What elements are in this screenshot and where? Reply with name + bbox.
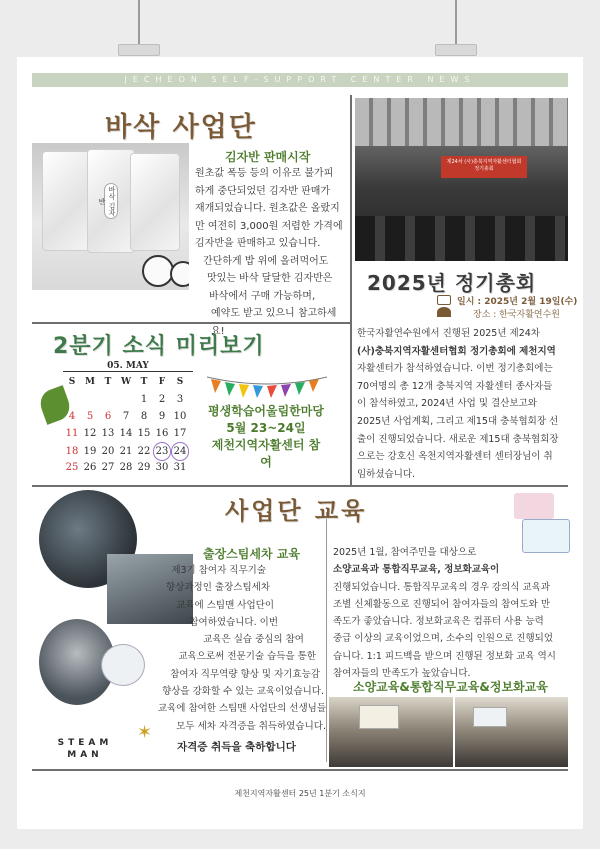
carwash-line: 참여하였습니다. 이번 — [189, 616, 278, 628]
lecture-screen — [359, 705, 399, 729]
calendar-day: 19 — [83, 446, 97, 457]
carwash-line: 모두 세차 자격증을 취득하였습니다. — [176, 720, 326, 732]
education-photo-2 — [455, 697, 568, 767]
bakery-line: 만 여전히 3,000원 저렴한 가격에 — [195, 220, 343, 232]
lecture-screen — [473, 707, 507, 727]
carwash-line: 교육으로써 전문기술 습득을 통한 — [178, 651, 316, 663]
meeting-banner: 제24차 (사)충북지역자활센터협회 정기총회 — [441, 156, 527, 178]
bakery-title: 바삭 사업단 — [105, 112, 257, 143]
bakery-line: 간단하게 밥 위에 올려먹어도 — [203, 255, 329, 267]
steamman-logo-line: STEAM — [57, 738, 113, 748]
carwash-line: 참여자 직무역량 향상 및 자기효능감 — [170, 668, 320, 680]
bakery-line: 하게 중단되었던 김자반 판매가 — [195, 185, 331, 197]
hanger-clip-right — [435, 0, 477, 58]
meeting-place: 장소 : 한국자활연수원 — [473, 310, 561, 320]
calendar-day: 26 — [83, 462, 97, 473]
steamman-logo — [55, 737, 115, 761]
divider-vertical-top — [350, 95, 352, 485]
meeting-line: 자활센터가 참석하였습니다. 이번 정기총회에는 — [357, 363, 553, 375]
calendar-day-highlighted: 24 — [171, 442, 189, 461]
calendar-day: 11 — [65, 428, 79, 439]
general-education-subtitle: 소양교육&통합직무교육&정보화교육 — [353, 680, 548, 694]
calendar-day: 18 — [65, 446, 79, 457]
online-meeting-icon — [514, 493, 554, 519]
general-line: 습니다. 1:1 피드백을 받으며 진행된 정보화 교육 역시 — [333, 650, 556, 662]
general-line: 조별 신체활동으로 진행되어 참여자들의 참여도와 만 — [333, 598, 550, 610]
education-photo-1 — [329, 697, 453, 767]
general-line: 소양교육과 통합직무교육, 정보화교육이 — [333, 564, 500, 576]
event-info — [207, 403, 325, 471]
weekday: F — [158, 377, 166, 387]
calendar-day: 31 — [173, 462, 187, 473]
general-line: 중급 이상의 교육이었으며, 소수의 인원으로 진행되었 — [333, 633, 554, 645]
meeting-line: 한국자활연수원에서 진행된 2025년 제24차 — [357, 328, 540, 339]
bakery-line: 김자반을 판매하고 있습니다. — [195, 238, 321, 249]
calendar-day: 3 — [176, 394, 184, 405]
bakery-line: 원초값 폭등 등의 이유로 불가피 — [195, 168, 334, 179]
calendar-day: 10 — [173, 411, 187, 422]
divider-horizontal-bottom — [32, 769, 568, 771]
meeting-photo — [355, 98, 568, 261]
calendar-day: 13 — [101, 428, 115, 439]
general-line: 2025년 1월, 참여주민을 대상으로 — [333, 547, 477, 558]
meeting-line: 임하셨습니다. — [357, 468, 416, 480]
meeting-line: 70여명의 총 12개 충북지역 자활센터 종사자들 — [357, 380, 553, 392]
audience — [355, 216, 568, 261]
calendar-day: 30 — [155, 462, 169, 473]
footer: 제천지역자활센터 25년 1분기 소식지 — [234, 789, 366, 798]
people-icon — [437, 307, 451, 317]
calendar-day: 1 — [140, 394, 148, 405]
weekday: T — [140, 377, 148, 387]
bag-label: 바삭 김자반 — [104, 183, 118, 219]
calendar-day: 27 — [101, 462, 115, 473]
event-who: 제천지역자활센터 참여 — [211, 438, 321, 469]
calendar-day-highlighted: 23 — [153, 442, 171, 461]
bakery-line: 맛있는 바삭 달달한 김자반은 — [207, 273, 333, 284]
carwash-line: 교육은 실습 중심의 참여 — [203, 634, 304, 646]
calendar-day: 12 — [83, 428, 97, 439]
divider-horizontal-middle — [32, 485, 568, 487]
meeting-line: 이 참석하였고, 2024년 사업 및 결산보고와 — [357, 398, 537, 410]
meeting-line: 으로는 강호신 옥천지역자활센터 센터장님이 취 — [357, 451, 553, 463]
mascot-sticker-2 — [170, 261, 189, 287]
meeting-date: 일시 : 2025년 2월 19일(수) — [457, 297, 578, 307]
bakery-line: 재개되었습니다. 원초값은 올랐지 — [195, 203, 340, 214]
calendar-day: 4 — [68, 411, 76, 422]
carwash-line: 교육에 스팀맨 사업단이 — [176, 599, 274, 611]
weekday: T — [104, 377, 112, 387]
meeting-line: 2025년 사업계획, 그리고 제15대 충북협회장 선 — [357, 415, 559, 427]
education-title: 사업단 교육 — [225, 497, 368, 525]
calendar-day: 6 — [104, 411, 112, 422]
bunting-decoration — [205, 373, 329, 399]
weekday: W — [120, 377, 132, 387]
confetti-icon: ✶ — [137, 722, 153, 743]
carwash-subtitle: 출장스팀세차 교육 — [203, 547, 300, 561]
ceiling-lights — [355, 98, 568, 146]
meeting-line: (사)충북지역자활센터협회 정기총회에 제천지역 — [357, 345, 556, 357]
bakery-subtitle: 김자반 판매시작 — [225, 150, 311, 164]
bakery-text — [195, 165, 350, 340]
calendar-day: 14 — [119, 428, 133, 439]
meeting-text — [357, 325, 569, 483]
bakery-product-photo — [32, 143, 189, 290]
carwash-line: 교육에 참여한 스팀맨 사업단의 선생님들 — [157, 703, 326, 715]
general-line: 진행되었습니다. 통합직무교육의 경우 강의식 교육과 — [333, 581, 550, 593]
bakery-line: 바삭에서 구매 가능하며, — [209, 290, 316, 302]
calendar-day: 28 — [119, 462, 133, 473]
calendar-day: 21 — [119, 446, 133, 457]
hanger-clip-left — [118, 0, 160, 58]
carwash-line: 향상과정인 출장스팀세차 — [166, 582, 270, 594]
calendar-day: 25 — [65, 462, 79, 473]
calendar-day: 17 — [173, 428, 187, 439]
calendar-day: 22 — [137, 446, 151, 457]
steamman-logo-line: MAN — [67, 750, 103, 760]
preview-title: 2분기 소식 미리보기 — [53, 334, 265, 359]
general-education-text — [333, 544, 573, 682]
divider-vertical-bottom — [326, 512, 327, 762]
masthead: JECHEON SELF-SUPPORT CENTER NEWS — [32, 73, 568, 87]
bakery-line: 예약도 받고 있으니 참고하세요! — [211, 308, 337, 337]
product-bag-3 — [130, 153, 180, 251]
calendar-day: 2 — [158, 394, 166, 405]
calendar-may — [63, 361, 193, 476]
newsletter-page — [17, 57, 583, 829]
carwash-text — [137, 562, 326, 735]
calendar-day: 16 — [155, 428, 169, 439]
calendar-day: 5 — [86, 411, 94, 422]
calendar-day: 9 — [158, 411, 166, 422]
event-date: 5월 23~24일 — [226, 421, 306, 435]
calendar-day: 20 — [101, 446, 115, 457]
calendar-day: 8 — [140, 411, 148, 422]
calendar-month: 05. MAY — [63, 361, 193, 372]
carwash-line: 향상을 강화할 수 있는 교육이었습니다. — [162, 686, 324, 698]
carwash-line: 제3기 참여자 직무기술 — [171, 565, 266, 576]
weekday: M — [85, 377, 95, 387]
event-title: 평생학습어울림한마당 — [208, 404, 324, 418]
calendar-day: 7 — [122, 411, 130, 422]
weekday: S — [176, 377, 184, 387]
calendar-day: 29 — [137, 462, 151, 473]
calendar-icon — [437, 295, 451, 305]
calendar-day: 15 — [137, 428, 151, 439]
meeting-title: 2025년 정기총회 — [367, 271, 537, 295]
weekday: S — [68, 377, 76, 387]
general-line: 참여자들의 만족도가 높았습니다. — [333, 668, 471, 680]
product-bag-1 — [42, 151, 92, 251]
congrats-text: 자격증 취득을 축하합니다 — [177, 741, 296, 753]
meeting-line: 출이 진행되었습니다. 새로운 제15대 충북협회장 — [357, 433, 559, 445]
general-line: 족도가 좋았습니다. 정보화교육은 컴퓨터 사용 능력 — [333, 616, 544, 628]
